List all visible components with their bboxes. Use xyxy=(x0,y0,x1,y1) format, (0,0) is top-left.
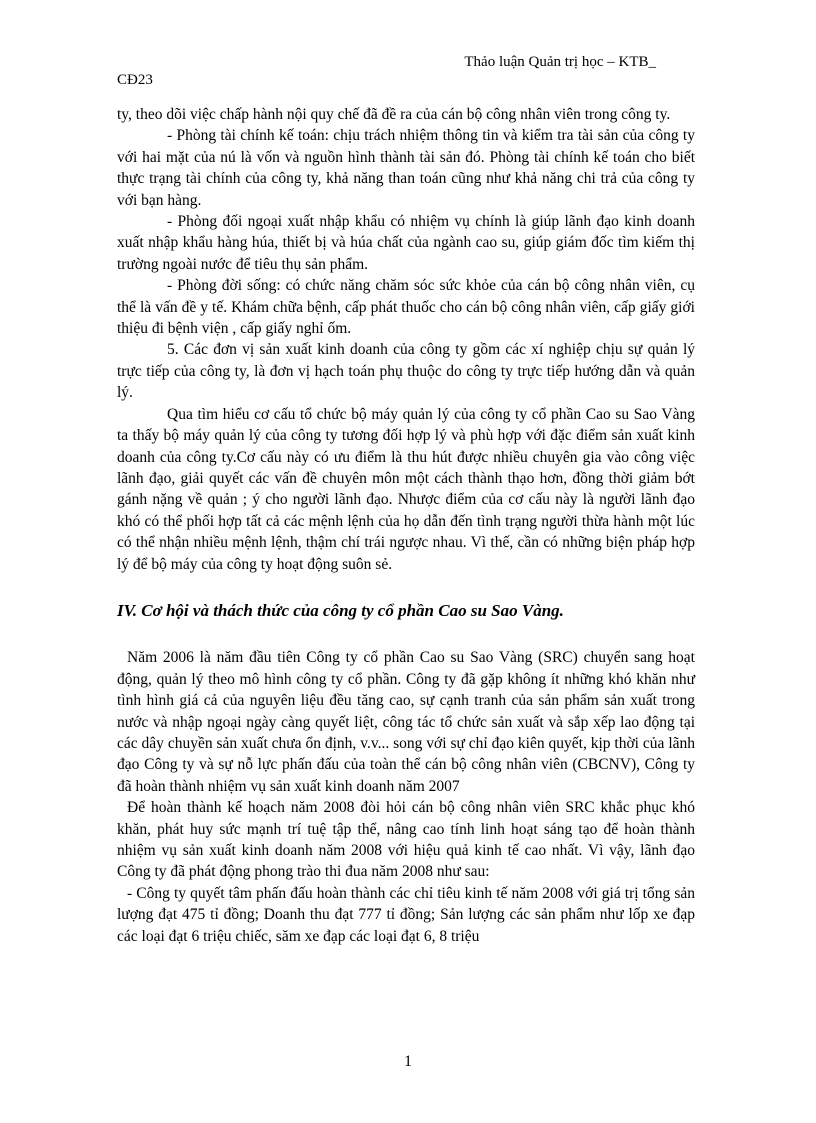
running-header-title: Thảo luận Quản trị học – KTB_ xyxy=(464,54,656,70)
paragraph: - Phòng đối ngoại xuất nhập khẩu có nhiệm vụ chính là giúp lãnh đạo kinh doanh xuất nhập khẩu hàng húa, thiết bị và húa chất của ngành cao su, giúp giám đốc tìm kiếm thị trường ngoài nước để tiêu thụ sản phẩm. xyxy=(117,213,695,273)
paragraph: Năm 2006 là năm đầu tiên Công ty cổ phần Cao su Sao Vàng (SRC) chuyển sang hoạt động, quản lý theo mô hình công ty cổ phần. Công ty đã gặp không ít những khó khăn như tình hình giá cả của nguyên liệu đều tăng cao, sự cạnh tranh của sản phẩm sản xuất trong nước và nhập ngoại ngày càng quyết liệt, công tác tổ chức sản xuất và sắp xếp lao động tại các dây chuyền sản xuất chưa ổn định, v.v... song với sự chỉ đạo kiên quyết, kịp thời của lãnh đạo Công ty và sự nỗ lực phấn đấu của toàn thể cán bộ công nhân viên (CBCNV), Công ty đã hoàn thành nhiệm vụ sản xuất kinh doanh năm 2007 xyxy=(117,649,695,795)
paragraph: - Phòng đời sống: có chức năng chăm sóc sức khỏe của cán bộ công nhân viên, cụ thể là vấn đề y tế. Khám chữa bệnh, cấp phát thuốc cho cán bộ công nhân viên, cấp giấy giới thiệu đi bệnh viện , cấp giấy nghỉ ốm. xyxy=(117,277,695,338)
paragraph: Để hoàn thành kế hoạch năm 2008 đòi hỏi cán bộ công nhân viên SRC khắc phục khó khăn, phát huy sức mạnh trí tuệ tập thể, nâng cao tính linh hoạt sáng tạo để hoàn thành nhiệm vụ sản xuất kinh doanh năm 2008 với hiệu quả kinh tế cao nhất. Vì vậy, lãnh đạo Công ty đã phát động phong trào thi đua năm 2008 như sau: xyxy=(117,799,695,881)
paragraph: - Công ty quyết tâm phấn đấu hoàn thành các chỉ tiêu kinh tế năm 2008 với giá trị tổng sản lượng đạt 475 tỉ đồng; Doanh thu đạt 777 tỉ đồng; Sản lượng các sản phẩm như lốp xe đạp các loại đạt 6 triệu chiếc, săm xe đạp các loại đạt 6, 8 triệu xyxy=(117,884,695,945)
paragraph: - Phòng tài chính kế toán: chịu trách nhiệm thông tin và kiểm tra tài sản của công ty với hai mặt của nú là vốn và nguồn hình thành tài sản đó. Phòng tài chính kế toán cho biết thực trạng tài chính của công ty, khả năng than toán cũng như khả năng chi trả của công ty với bạn hàng. xyxy=(117,127,695,209)
running-header-code: CĐ23 xyxy=(117,72,153,88)
section-heading: IV. Cơ hội và thách thức của công ty cổ phần Cao su Sao Vàng. xyxy=(117,600,564,620)
document-body xyxy=(117,104,695,947)
paragraph: ty, theo dõi việc chấp hành nội quy chế đã đề ra của cán bộ công nhân viên trong công ty. xyxy=(117,106,671,123)
paragraph: 5. Các đơn vị sản xuất kinh doanh của công ty gồm các xí nghiệp chịu sự quản lý trực tiếp của công ty, là đơn vị hạch toán phụ thuộc do công ty trực tiếp hướng dẫn và quản lý. xyxy=(117,341,695,402)
paragraph: Qua tìm hiểu cơ cấu tổ chức bộ máy quản lý của công ty cổ phần Cao su Sao Vàng ta thấy bộ máy quản lý của công ty tương đối hợp lý và phù hợp với đặc điểm sản xuất kinh doanh của công ty.Cơ cấu này có ưu điểm là thu hút được nhiều chuyên gia vào công việc lãnh đạo, giải quyết các vấn đề chuyên môn một cách thành thạo hơn, đồng thời giảm bớt gánh nặng về quản ; ý cho người lãnh đạo. Nhược điểm của cơ cấu này là người lãnh đạo khó có thể phối hợp tất cả các mệnh lệnh của họ dẫn đến tình trạng người thừa hành một lúc có thể nhận nhiều mệnh lệnh, thậm chí trái ngược nhau. Vì thế, cần có những biện pháp hợp lý để bộ máy của công ty hoạt động suôn sẻ. xyxy=(117,405,695,573)
page-number: 1 xyxy=(404,1053,412,1070)
